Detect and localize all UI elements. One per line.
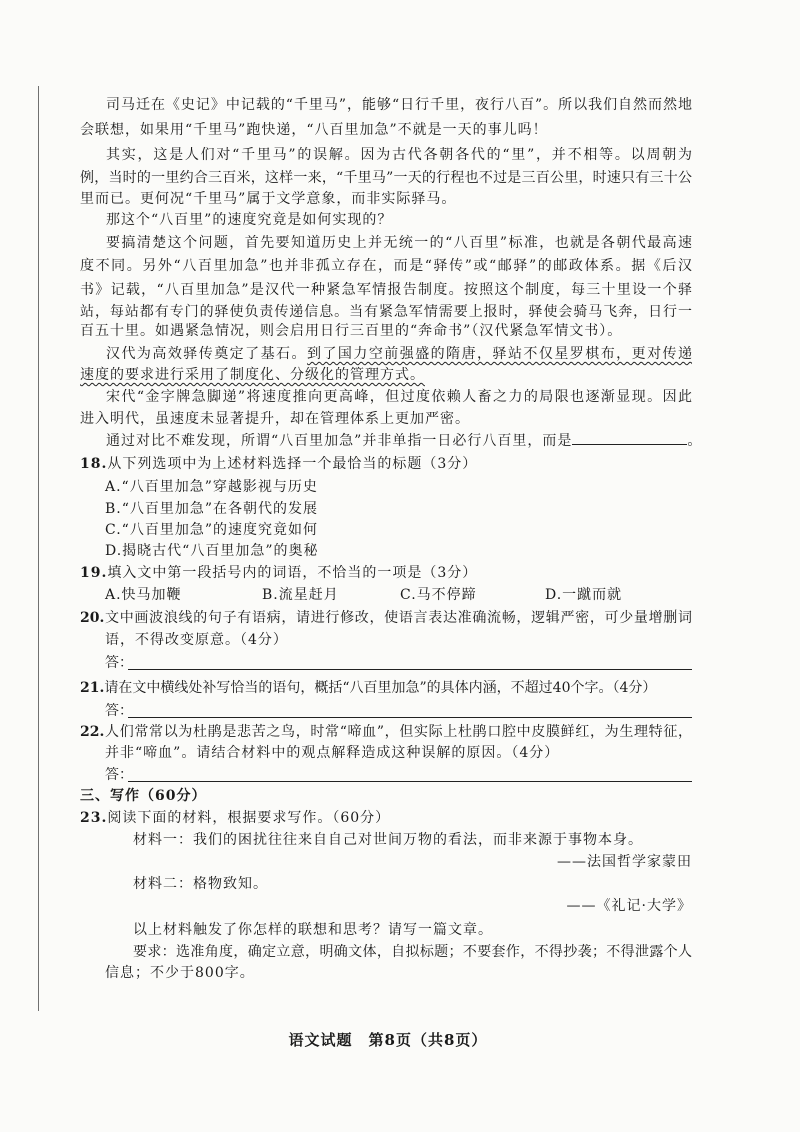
question-number: 19. [80, 565, 108, 581]
question-number: 22. [80, 724, 105, 740]
passage-p1-line1: 司马迁在《史记》中记载的“千里马”，能够“日行千里，夜行八百”。所以我们自然而然地 [106, 97, 692, 113]
question-number: 20. [80, 610, 105, 626]
passage-p4-line4: 站，每站都有专门的驿使负责传递信息。当有紧急军情需要上报时，驿使会骑马飞奔，日行一 [80, 304, 692, 320]
q18-option-a: A.“八百里加急”穿越影视与历史 [105, 479, 318, 495]
q19-option-d: D.一蹴而就 [545, 587, 623, 603]
question-number: 18. [80, 456, 108, 472]
material-2-source: ——《礼记·大学》 [566, 898, 692, 914]
question-19-stem [80, 562, 692, 586]
answer-line [128, 781, 692, 782]
question-20-stem-line1 [80, 607, 692, 631]
q19-option-c: C.马不停蹄 [400, 587, 477, 603]
passage-p2-line2: 例，当时的一里约合三百米，这样一来，“千里马”一天的行程也不过是三百公里，时速只有三十公 [80, 170, 692, 186]
passage-p1-line2: 会联想，如果用“千里马”跑快递，“八百里加急”不就是一天的事儿吗！ [80, 122, 548, 138]
passage-p5-line2 [80, 364, 692, 388]
question-22-stem-line2: 并非“啼血”。请结合材料中的观点解释造成这种误解的原因。（4分） [105, 745, 560, 761]
passage-p7-period: 。 [687, 433, 703, 449]
wavy-underlined-sentence-part2: 速度的要求进行采用了制度化、分级化的管理方式。 [80, 367, 425, 383]
question-text: 填入文中第一段括号内的词语，不恰当的一项是（3分） [107, 565, 478, 581]
material-2: 材料二：格物致知。 [133, 876, 268, 892]
material-1-source: ——法国哲学家蒙田 [557, 854, 692, 870]
question-number: 23. [80, 810, 108, 826]
passage-p3-line1: 那这个“八百里”的速度究竟是如何实现的？ [106, 212, 393, 228]
q19-option-a: A.快马加鞭 [105, 587, 182, 603]
passage-p4-line2: 度不同。另外“八百里加急”也并非孤立存在，而是“驿传”或“邮驿”的邮政体系。据《后汉 [80, 258, 692, 274]
question-text: 人们常常以为杜鹃是悲苦之鸟，时常“啼血”，但实际上杜鹃口腔中皮膜鲜红，为生理特征， [104, 724, 692, 740]
passage-p4-line5: 百五十里。如遇紧急情况，则会启用日行三百里的“奔命书”（汉代紧急军情文书）。 [80, 323, 623, 339]
passage-p6-line2: 进入明代，虽速度未显著提升，却在管理体系上更加严密。 [80, 411, 470, 427]
writing-prompt: 以上材料触发了你怎样的联想和思考？请写一篇文章。 [133, 922, 493, 938]
question-20-stem-line2: 语，不得改变原意。（4分） [105, 632, 288, 648]
question-text: 请在文中横线处补写恰当的语句，概括“八百里加急”的具体内涵，不超过40个字。（4分） [104, 680, 657, 696]
fill-in-blank-line [572, 430, 687, 445]
q18-option-b: B.“八百里加急”在各朝代的发展 [105, 501, 319, 517]
q18-option-c: C.“八百里加急”的速度究竟如何 [105, 522, 318, 538]
binding-margin-line [38, 86, 39, 1011]
section-title-writing: 三、写作（60分） [80, 788, 207, 804]
question-number: 21. [80, 680, 105, 696]
answer-label: 答： [105, 703, 133, 719]
passage-p5-plain-text: 汉代为高效驿传奠定了基石。 [106, 346, 307, 362]
wavy-underlined-sentence-part1: 到了国力空前强盛的隋唐，驿站不仅星罗棋布，更对传递 [306, 346, 693, 362]
passage-p6-line1: 宋代“金字牌急脚递”将速度推向更高峰，但过度依赖人畜之力的局限也逐渐显现。因此 [106, 389, 692, 405]
q18-option-d: D.揭晓古代“八百里加急”的奥秘 [105, 543, 319, 559]
question-21-stem [80, 677, 692, 701]
question-text: 阅读下面的材料，根据要求写作。（60分） [107, 810, 391, 826]
passage-p2-line3: 里而已。更何况“千里马”属于文学意象，而非实际驿马。 [80, 191, 457, 207]
question-text: 文中画波浪线的句子有语病，请进行修改，使语言表达准确流畅，逻辑严密，可少量增删词 [104, 610, 692, 626]
writing-requirements-line1: 要求：选准角度，确定立意，明确文体，自拟标题；不要套作，不得抄袭；不得泄露个人 [133, 944, 692, 960]
answer-label: 答： [105, 655, 133, 671]
question-23-stem [80, 807, 692, 831]
passage-p4-line3: 书》记载，“八百里加急”是汉代一种紧急军情报告制度。按照这个制度，每三十里设一个驿 [80, 282, 692, 298]
question-18-stem [80, 453, 692, 477]
question-text: 从下列选项中为上述材料选择一个最恰当的标题（3分） [107, 456, 478, 472]
writing-requirements-line2: 信息；不少于800字。 [105, 965, 255, 981]
material-1: 材料一：我们的困扰往往来自自己对世间万物的看法，而非来源于事物本身。 [133, 832, 643, 848]
passage-p7-text: 通过对比不难发现，所谓“八百里加急”并非单指一日必行八百里，而是 [106, 433, 573, 449]
answer-line [128, 669, 692, 670]
q19-option-b: B.流星赶月 [262, 587, 339, 603]
answer-label: 答： [105, 767, 133, 783]
passage-p7-line1 [106, 430, 703, 454]
page-footer: 语文试题 第8页（共8页） [288, 1031, 488, 1049]
answer-line [128, 717, 692, 718]
passage-p2-line1: 其实，这是人们对“千里马”的误解。因为古代各朝各代的“里”，并不相等。以周朝为 [106, 147, 692, 163]
passage-p4-line1: 要搞清楚这个问题，首先要知道历史上并无统一的“八百里”标准，也就是各朝代最高速 [106, 235, 692, 251]
